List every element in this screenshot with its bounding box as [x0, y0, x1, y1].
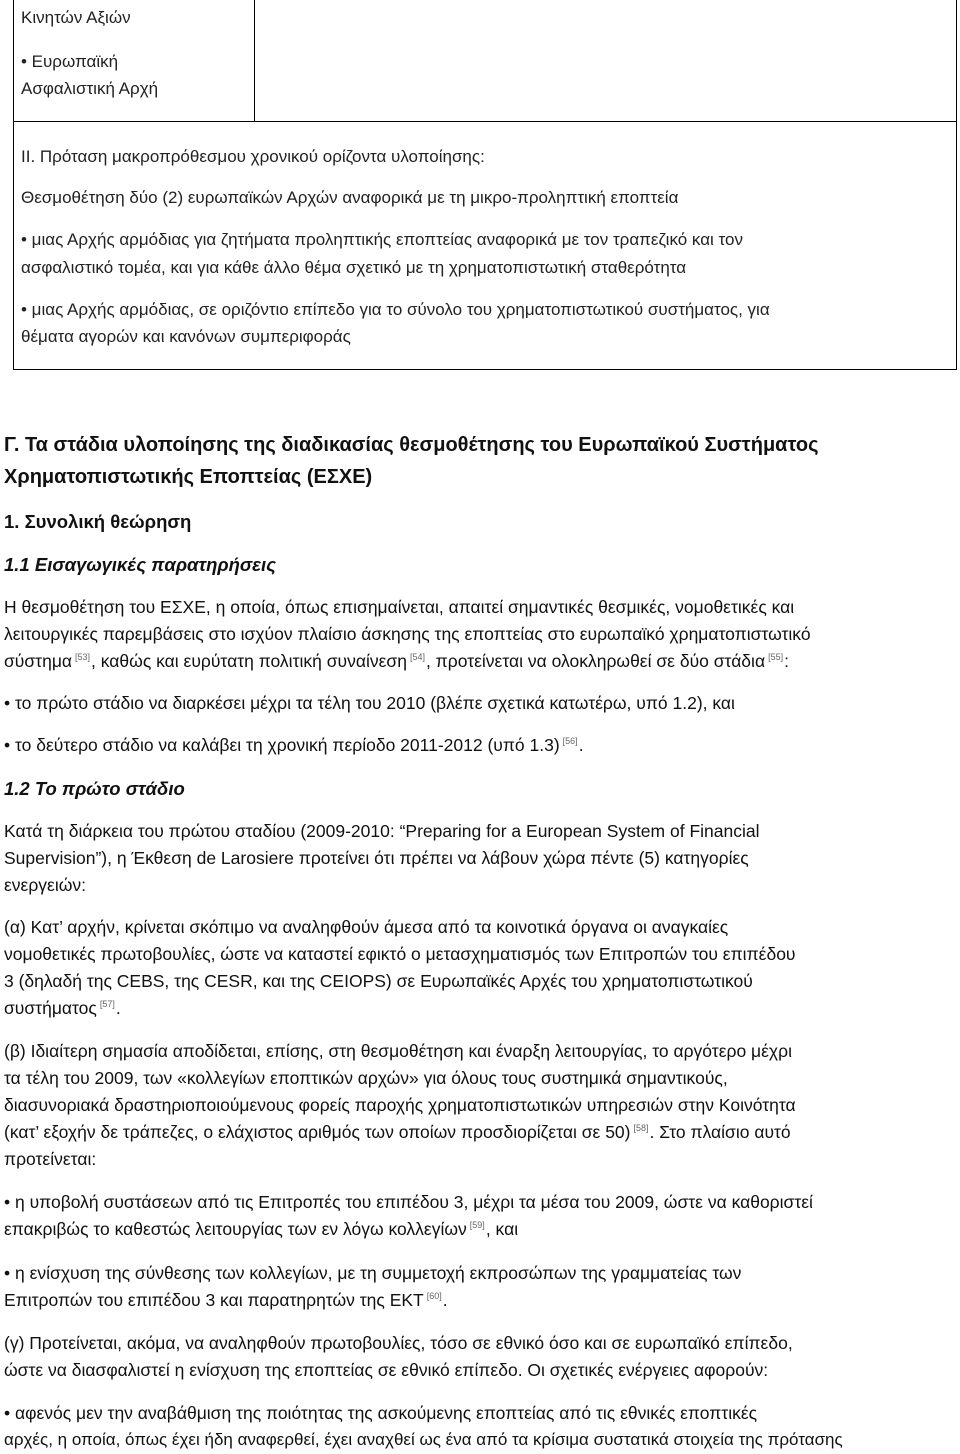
paragraph-line: λειτουργικές παρεμβάσεις στο ισχύον πλαίσιο άσκησης της εποπτείας στο ευρωπαϊκό χρηματοπιστωτικό — [4, 624, 811, 644]
paragraph-line: νομοθετικές πρωτοβουλίες, ώστε να καταστεί εφικτό ο μετασχηματισμός των Επιτροπών του επιπέδου — [4, 944, 796, 964]
table-cell-text: Κινητών Αξιών — [21, 8, 131, 27]
table-cell-text: ΙΙ. Πρόταση μακροπρόθεσμου χρονικού ορίζοντα υλοποίησης: — [21, 147, 485, 166]
paragraph-line: Η θεσμοθέτηση του ΕΣΧΕ, η οποία, όπως επισημαίνεται, απαιτεί σημαντικές θεσμικές, νομοθετικές και — [4, 597, 795, 617]
footnote-ref[interactable]: [59] — [469, 1220, 485, 1230]
paragraph-line: ενεργειών: — [4, 875, 87, 895]
paragraph-line: τα τέλη του 2009, των «κολλεγίων εποπτικών αρχών» για όλους τους συστημικά σημαντικούς, — [4, 1068, 728, 1088]
footnote-ref[interactable]: [54] — [409, 652, 425, 662]
paragraph-line: (β) Ιδιαίτερη σημασία αποδίδεται, επίσης, στη θεσμοθέτηση και έναρξη λειτουργίας, το αργότερο μέχρι — [4, 1041, 792, 1061]
paragraph-line: ώστε να διασφαλιστεί η ενίσχυση της εποπτείας σε εθνικό επίπεδο. Οι σχετικές ενέργειες αφορούν: — [4, 1360, 769, 1380]
section-title: Γ. Τα στάδια υλοποίησης της διαδικασίας θεσμοθέτησης του Ευρωπαϊκού Συστήματος — [4, 434, 819, 456]
table-cell-text: ασφαλιστικό τομέα, και για κάθε άλλο θέμα σχετικό με τη χρηματοπιστωτική σταθερότητα — [21, 258, 687, 277]
list-item: • το δεύτερο στάδιο να καλάβει τη χρονική περίοδο 2011-2012 (υπό 1.3) [56]. — [4, 735, 584, 755]
footnote-ref[interactable]: [57] — [99, 999, 115, 1009]
list-item: • το πρώτο στάδιο να διαρκέσει μέχρι τα τέλη του 2010 (βλέπε σχετικά κατωτέρω, υπό 1.2), και — [4, 693, 735, 713]
paragraph-line: (α) Κατ’ αρχήν, κρίνεται σκόπιμο να αναληφθούν άμεσα από τα κοινοτικά όργανα οι αναγκαίες — [4, 917, 729, 937]
subsection-heading: 1.2 Το πρώτο στάδιο — [4, 778, 185, 799]
footnote-ref[interactable]: [55] — [768, 652, 784, 662]
paragraph-line: σύστημα [53], καθώς και ευρύτατη πολιτική συναίνεση [54], προτείνεται να ολοκληρωθεί σε δύο στάδια [55]: — [4, 651, 789, 671]
proposal-table — [13, 0, 957, 370]
table-cell-text: θέματα αγορών και κανόνων συμπεριφοράς — [21, 327, 351, 346]
list-item: αρχές, η οποία, όπως έχει ήδη αναφερθεί, έχει αναχθεί ως ένα από τα κρίσιμα συστατικά στοιχεία της πρότασης — [4, 1430, 843, 1449]
table-column-divider — [254, 0, 255, 121]
table-cell-text: Θεσμοθέτηση δύο (2) ευρωπαϊκών Αρχών αναφορικά με τη μικρο-προληπτική εποπτεία — [21, 188, 679, 207]
list-item: Επιτροπών του επιπέδου 3 και παρατηρητών της ΕΚΤ [60]. — [4, 1290, 448, 1310]
paragraph-line: (γ) Προτείνεται, ακόμα, να αναληφθούν πρωτοβουλίες, τόσο σε εθνικό όσο και σε ευρωπαϊκό επίπεδο, — [4, 1333, 793, 1353]
paragraph-line: προτείνεται: — [4, 1149, 97, 1169]
table-cell-text: • μιας Αρχής αρμόδιας για ζητήματα προληπτικής εποπτείας αναφορικά με τον τραπεζικό και τον — [21, 230, 743, 249]
list-item: επακριβώς το καθεστώς λειτουργίας των εν λόγω κολλεγίων [59], και — [4, 1219, 519, 1239]
list-item: • αφενός μεν την αναβάθμιση της ποιότητας της ασκούμενης εποπτείας από τις εθνικές εποπτικές — [4, 1403, 758, 1423]
table-cell-text: Ασφαλιστική Αρχή — [21, 79, 159, 98]
footnote-ref[interactable]: [53] — [75, 652, 91, 662]
paragraph-line: Κατά τη διάρκεια του πρώτου σταδίου (2009-2010: “Preparing for a European System of Financial — [4, 821, 760, 841]
paragraph-line: Supervision”), η Έκθεση de Larosiere προτείνει ότι πρέπει να λάβουν χώρα πέντε (5) κατηγορίες — [4, 848, 749, 868]
table-cell-text: • μιας Αρχής αρμόδιας, σε οριζόντιο επίπεδο για το σύνολο του χρηματοπιστωτικού συστήματος, για — [21, 300, 770, 319]
paragraph-line: συστήματος [57]. — [4, 998, 121, 1018]
section-title: Χρηματοπιστωτικής Εποπτείας (ΕΣΧΕ) — [4, 466, 373, 488]
table-cell-text: • Ευρωπαϊκή — [21, 52, 119, 71]
list-item: • η υποβολή συστάσεων από τις Επιτροπές του επιπέδου 3, μέχρι τα μέσα του 2009, ώστε να καθοριστεί — [4, 1192, 813, 1212]
paragraph-line: διασυνοριακά δραστηριοποιούμενους φορείς παροχής χρηματοπιστωτικών υπηρεσιών στην Κοινότητα — [4, 1095, 796, 1115]
subsection-heading: 1. Συνολική θεώρηση — [4, 511, 192, 532]
paragraph-line: (κατ’ εξοχήν δε τράπεζες, ο ελάχιστος αριθμός των οποίων προσδιορίζεται σε 50) [58]. Στο πλαίσιο αυτό — [4, 1122, 791, 1142]
list-item: • η ενίσχυση της σύνθεσης των κολλεγίων, με τη συμμετοχή εκπροσώπων της γραμματείας των — [4, 1263, 742, 1283]
paragraph-line: 3 (δηλαδή της CEBS, της CESR, και της CEIOPS) σε Ευρωπαϊκές Αρχές του χρηματοπιστωτικού — [4, 971, 753, 991]
footnote-ref[interactable]: [56] — [562, 736, 578, 746]
footnote-ref[interactable]: [58] — [633, 1123, 649, 1133]
footnote-ref[interactable]: [60] — [426, 1291, 442, 1301]
table-row-divider — [14, 121, 956, 122]
subsection-heading: 1.1 Εισαγωγικές παρατηρήσεις — [4, 554, 277, 575]
